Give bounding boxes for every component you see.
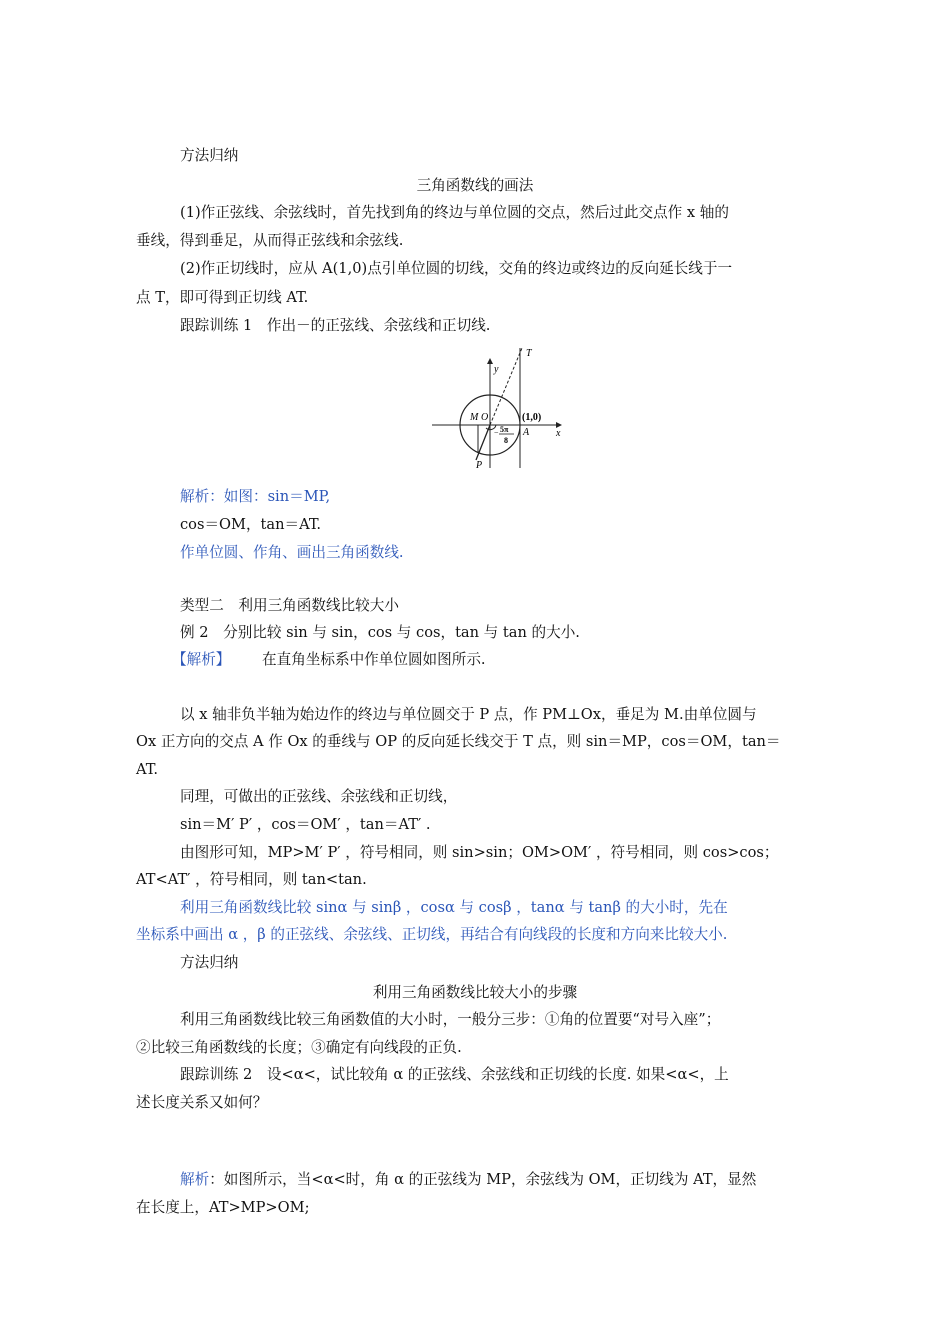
solution-para1a: 以 x 轴非负半轴为始边作的终边与单位圆交于 P 点，作 PM⊥Ox，垂足为 M.由单位圆与 [180,706,757,723]
label-P: P [476,460,483,471]
answer1-line2: cos＝OM，tan＝AT. [180,516,322,533]
practice-2b: 述长度关系又如何？ [136,1094,268,1111]
solution-para1b: Ox 正方向的交点 A 作 Ox 的垂线与 OP 的反向延长线交于 T 点，则 sin＝MP，cos＝OM，tan＝ [136,733,781,750]
answer1-line1: 解析：如图：sin＝MP, [180,488,331,505]
label-M: M [470,412,479,423]
label-x: x [556,428,561,439]
solution-intro: 在直角坐标系中作单位圆如图所示. [262,651,486,668]
label-T: T [526,348,532,359]
angle-numerator: 5π [500,425,509,434]
method-title-1: 方法归纳 [180,147,239,164]
unit-circle-figure [430,342,570,472]
heading-drawing-method: 三角函数线的画法 [416,177,534,194]
solution-para1c: AT. [136,761,158,778]
paragraph-1a: (1)作正弦线、余弦线时，首先找到角的终边与单位圆的交点，然后过此交点作 x 轴的 [180,204,729,221]
steps-b: ②比较三角函数线的长度；③确定有向线段的正负. [136,1039,462,1056]
label-A: A [523,427,530,438]
answer2-b: 在长度上，AT>MP>OM; [136,1199,310,1216]
y-axis-arrow [487,358,493,364]
heading-comparison-steps: 利用三角函数线比较大小的步骤 [372,984,578,1001]
method-title-2: 方法归纳 [180,954,239,971]
label-point: (1,0) [522,412,542,423]
angle-denominator: 8 [504,436,508,445]
solution-para4b: AT<AT′ ，符号相同，则 tan<tan. [136,871,367,888]
paragraph-2a: (2)作正切线时，应从 A(1,0)点引单位圆的切线，交角的终边或终边的反向延长线于一 [180,260,733,277]
answer2-text: ：如图所示，当<α<时，角 α 的正弦线为 MP，余弦线为 OM，正切线为 AT，显然 [209,1171,757,1188]
paragraph-2b: 点 T，即可得到正切线 AT. [136,289,309,306]
label-y: y [494,364,499,375]
steps-a: 利用三角函数线比较三角函数值的大小时，一般分三步：①角的位置要“对号入座”； [180,1011,721,1028]
type-two-title: 类型二 利用三角函数线比较大小 [180,597,399,614]
paragraph-1b: 垂线，得到垂足，从而得正弦线和余弦线. [136,232,404,249]
comparison-note-a: 利用三角函数线比较 sinα 与 sinβ ，cosα 与 cosβ ，tanα 与 tanβ 的大小时，先在 [180,899,728,916]
answer2-a [180,1170,756,1190]
example-2: 例 2 分别比较 sin 与 sin，cos 与 cos，tan 与 tan 的大小. [180,624,580,641]
solution-para4a: 由图形可知，MP>M′ P′ ，符号相同，则 sin>sin；OM>OM′ ，符号相同，则 cos>cos； [180,844,779,861]
angle-minus: − [494,428,499,437]
solution-para3: sin＝M′ P′ ，cos＝OM′ ，tan＝AT′ . [180,816,431,833]
practice-1: 跟踪训练 1 作出－的正弦线、余弦线和正切线. [180,317,491,334]
solution-tag: 【解析】 [172,651,231,668]
practice-2a: 跟踪训练 2 设<α<，试比较角 α 的正弦线、余弦线和正切线的长度. 如果<α<，上 [180,1066,729,1083]
answer1-note: 作单位圆、作角、画出三角函数线. [180,544,404,561]
comparison-note-b: 坐标系中画出 α ，β 的正弦线、余弦线、正切线，再结合有向线段的长度和方向来比较大小. [136,926,728,943]
solution-para2: 同理，可做出的正弦线、余弦线和正切线， [180,788,458,805]
label-O: O [481,412,489,423]
answer2-tag: 解析 [180,1171,210,1188]
